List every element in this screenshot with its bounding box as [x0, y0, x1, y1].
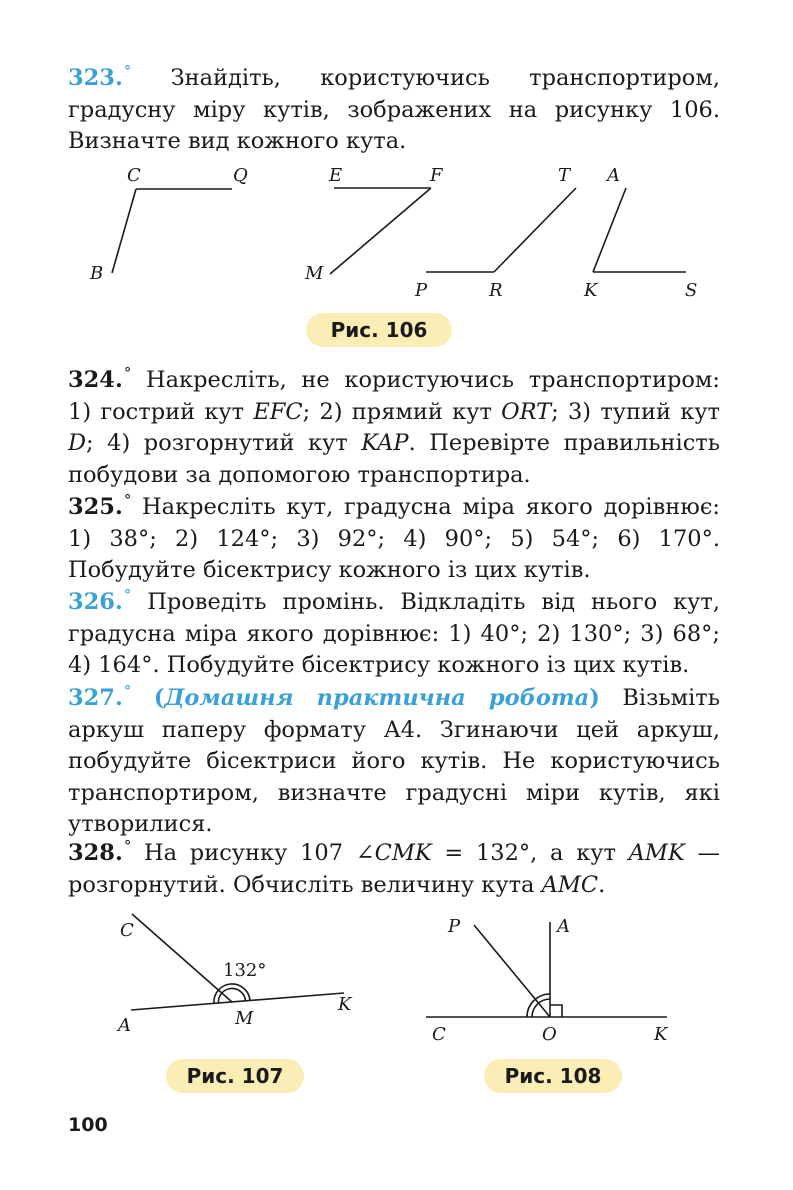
label-s: S [685, 280, 698, 301]
label-b: B [90, 263, 104, 284]
label-k: K [584, 280, 598, 301]
caption-108: Рис. 108 [484, 1059, 622, 1093]
problem-number: 323.° [68, 62, 132, 91]
problem-number: 328.° [68, 837, 132, 866]
label-f: F [430, 165, 443, 186]
label-q: Q [233, 165, 248, 186]
problem-324: 324.° Накресліть, не користуючись транспортиром: 1) гострий кут EFC; 2) прямий кут ORT; 3) тупий кут D; 4) розгорнутий кут KAP. Перевірте правильність побудови за допомогою транспортира. [68, 364, 721, 488]
ray-mc [132, 914, 232, 1002]
problem-326 [68, 580, 720, 682]
label-k: K [654, 1024, 668, 1045]
problem-number: 325.° [68, 491, 132, 520]
problem-number: 327.° [68, 682, 132, 711]
problem-323 [68, 56, 720, 158]
label-m: M [305, 263, 324, 284]
ray-ka [593, 188, 626, 272]
label-a: A [607, 165, 620, 186]
highlight-text: Домашня практична робота [164, 685, 590, 711]
problem-text: Знайдіть, користуючись транспортиром, градусну міру кутів, зображених на рисунку 106. Визначте вид кожного кута. [68, 65, 721, 154]
label-e: E [329, 165, 343, 186]
label-o: O [542, 1024, 557, 1045]
problem-text: Проведіть промінь. Відкладіть від нього кут, градусна міра якого дорівнює: 1) 40°; 2) 130°; 3) 68°; 4) 164°. Побудуйте бісектрису кожного із цих кутів. [68, 589, 720, 678]
label-r: R [489, 280, 503, 301]
label-c: C [120, 920, 134, 941]
ray-fm [330, 188, 431, 274]
label-p: P [415, 280, 428, 301]
label-m: M [235, 1008, 254, 1029]
label-c: C [432, 1024, 446, 1045]
label-c: C [127, 165, 141, 186]
figure-106 [0, 155, 793, 305]
figure-108 [400, 900, 793, 1050]
caption-107: Рис. 107 [166, 1059, 304, 1093]
angle-value-label: 132° [223, 960, 267, 981]
label-k: K [338, 994, 352, 1015]
page-number: 100 [68, 1114, 108, 1136]
problem-text: Накресліть кут, градусна міра якого дорівнює: 1) 38°; 2) 124°; 3) 92°; 4) 90°; 5) 54°; 6) 170°. Побудуйте бісектрису кожного із цих кутів. [68, 494, 720, 583]
label-t: T [558, 165, 571, 186]
label-p: P [448, 916, 461, 937]
figure-107 [0, 900, 400, 1050]
caption-106: Рис. 106 [306, 313, 452, 347]
problem-328: 328.° На рисунку 107 ∠CMK = 132°, а кут AMK — розгорнутий. Обчисліть величину кута AMC. [68, 837, 721, 898]
problem-327: 327.° (Домашня практична робота) Візьміть аркуш паперу формату А4. Згинаючи цей аркуш, побудуйте бісектриси його кутів. Не користуючись транспортиром, визначте градусні міри кутів, які утворилися. [68, 682, 720, 837]
ray-rt [494, 188, 576, 272]
problem-number: 324.° [68, 364, 132, 393]
label-a: A [557, 916, 570, 937]
right-angle-mark [550, 1005, 562, 1017]
problem-325 [68, 485, 720, 587]
label-a: A [118, 1015, 131, 1036]
ray-cb [112, 189, 136, 273]
problem-number: 326.° [68, 586, 132, 615]
